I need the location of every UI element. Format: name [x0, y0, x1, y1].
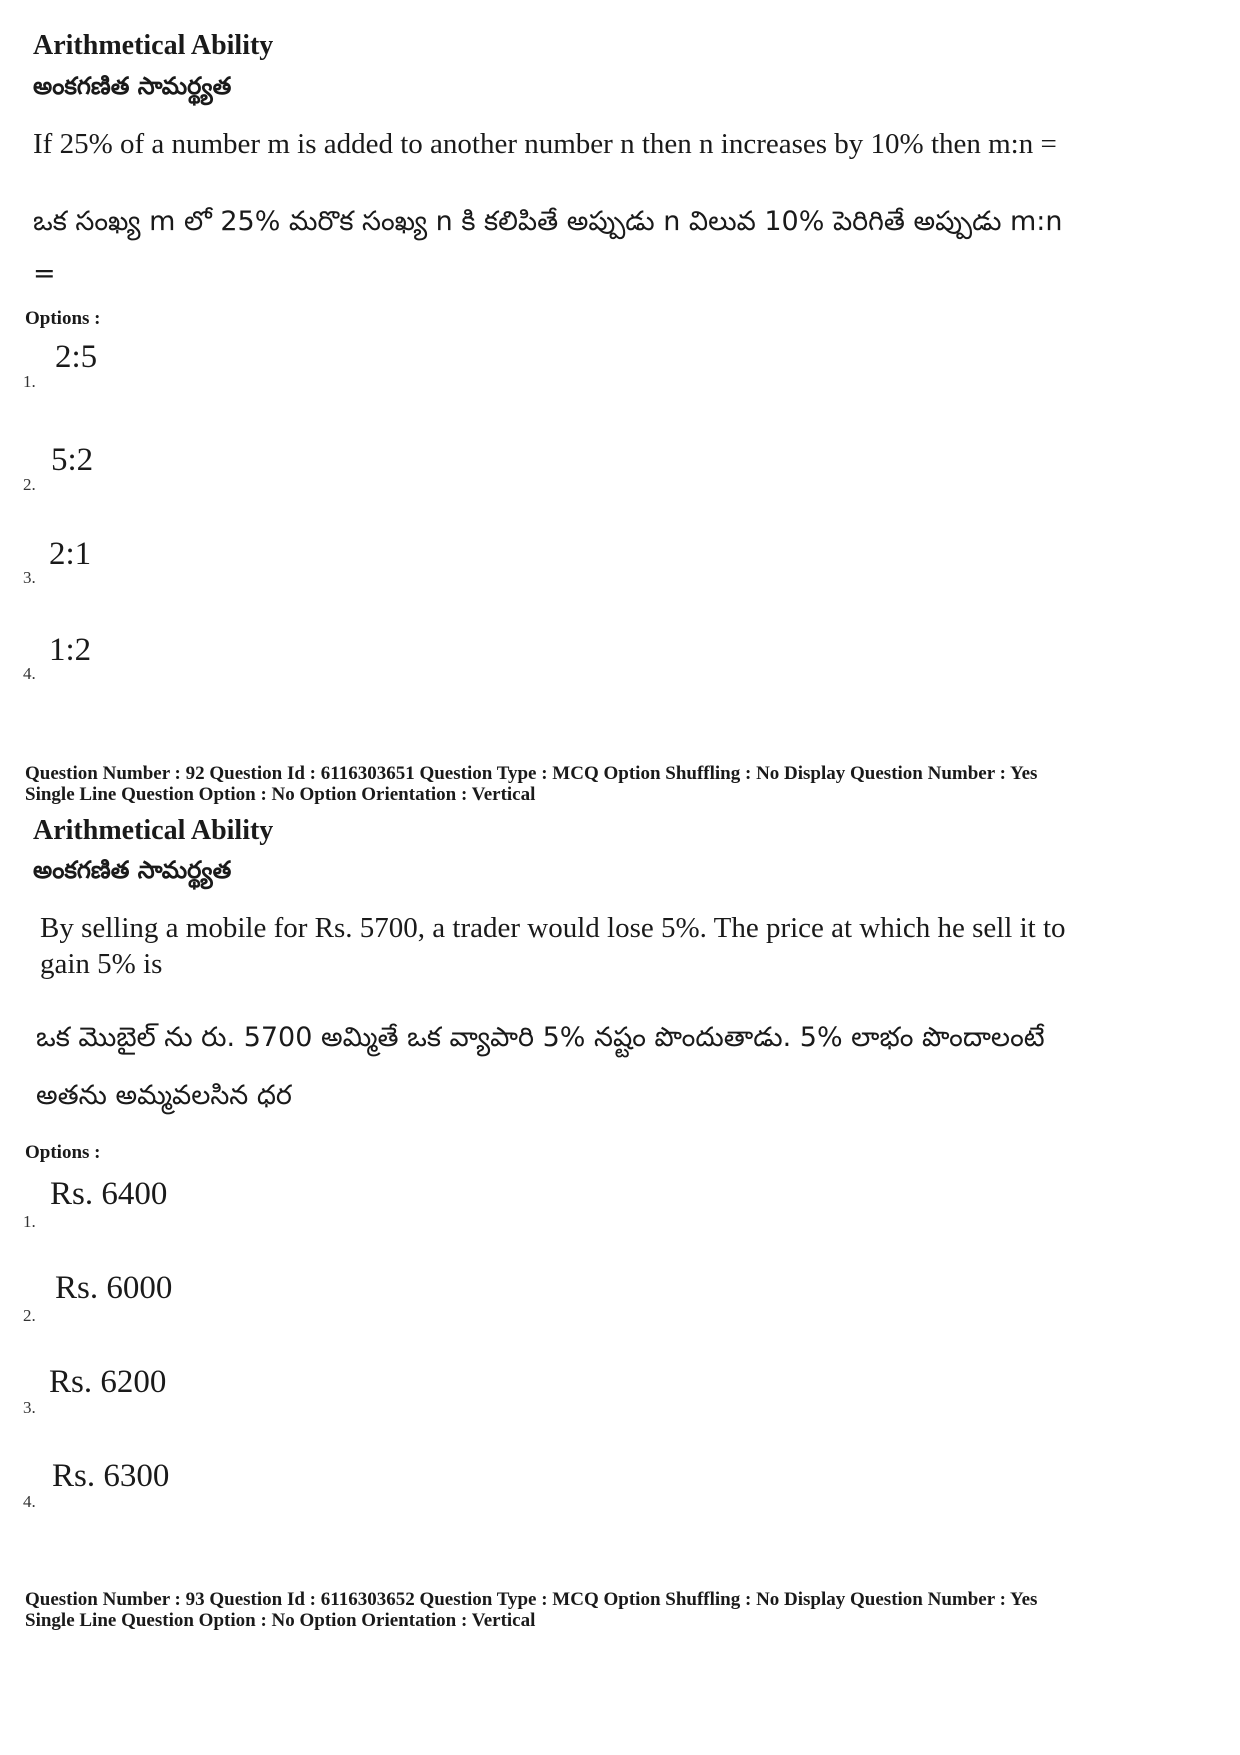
option-number: 1.: [23, 372, 36, 391]
options-label: Options :: [25, 1142, 101, 1163]
question-meta-line1: Question Number : 92 Question Id : 6116303651 Question Type : MCQ Option Shuffling : No Display Question Number : Yes: [25, 763, 1038, 784]
option-value[interactable]: 5:2: [51, 442, 94, 478]
option-number: 3.: [23, 1398, 36, 1417]
question-meta-line1: Question Number : 93 Question Id : 6116303652 Question Type : MCQ Option Shuffling : No Display Question Number : Yes: [25, 1589, 1038, 1610]
question-text-telugu: ఒక మొబైల్ ను రు. 5700 అమ్మితే ఒక వ్యాపారి 5% నష్టం పొందుతాడు. 5% లాభం పొందాలంటే: [36, 1022, 1045, 1053]
section-title-telugu: అంకగణిత సామర్థ్యత: [33, 72, 232, 100]
option-value[interactable]: Rs. 6300: [52, 1458, 170, 1494]
option-value[interactable]: 2:5: [55, 339, 98, 375]
option-number: 2.: [23, 1306, 36, 1325]
question-meta: [25, 763, 1037, 805]
option-number: 4.: [23, 664, 36, 683]
option-number: 4.: [23, 1492, 36, 1511]
option-number: 2.: [23, 475, 36, 494]
question-text-english: If 25% of a number m is added to another number n then n increases by 10% then m:n =: [33, 128, 1057, 160]
question-meta-line2: Single Line Question Option : No Option Orientation : Vertical: [25, 784, 536, 805]
question-text-telugu-cont: =: [33, 258, 56, 289]
question-meta-line2: Single Line Question Option : No Option Orientation : Vertical: [25, 1610, 536, 1631]
section-title-telugu: అంకగణిత సామర్థ్యత: [33, 856, 232, 884]
option-value[interactable]: Rs. 6000: [55, 1270, 173, 1306]
option-value[interactable]: 2:1: [49, 536, 92, 572]
option-value[interactable]: Rs. 6200: [49, 1364, 167, 1400]
option-number: 3.: [23, 568, 36, 587]
question-meta: [25, 1589, 1037, 1631]
question-text-english: By selling a mobile for Rs. 5700, a trader would lose 5%. The price at which he sell it to: [40, 912, 1066, 944]
question-text-english-cont: gain 5% is: [40, 948, 163, 980]
question-text-telugu: ఒక సంఖ్య m లో 25% మరొక సంఖ్య n కి కలిపితే అప్పుడు n విలువ 10% పెరిగితే అప్పుడు m:n: [33, 206, 1063, 237]
section-title: Arithmetical Ability: [33, 815, 274, 846]
options-label: Options :: [25, 308, 101, 329]
option-value[interactable]: Rs. 6400: [50, 1176, 168, 1212]
section-title: Arithmetical Ability: [33, 30, 274, 61]
question-text-telugu-cont: అతను అమ్మవలసిన ధర: [36, 1080, 292, 1111]
option-value[interactable]: 1:2: [49, 632, 92, 668]
option-number: 1.: [23, 1212, 36, 1231]
